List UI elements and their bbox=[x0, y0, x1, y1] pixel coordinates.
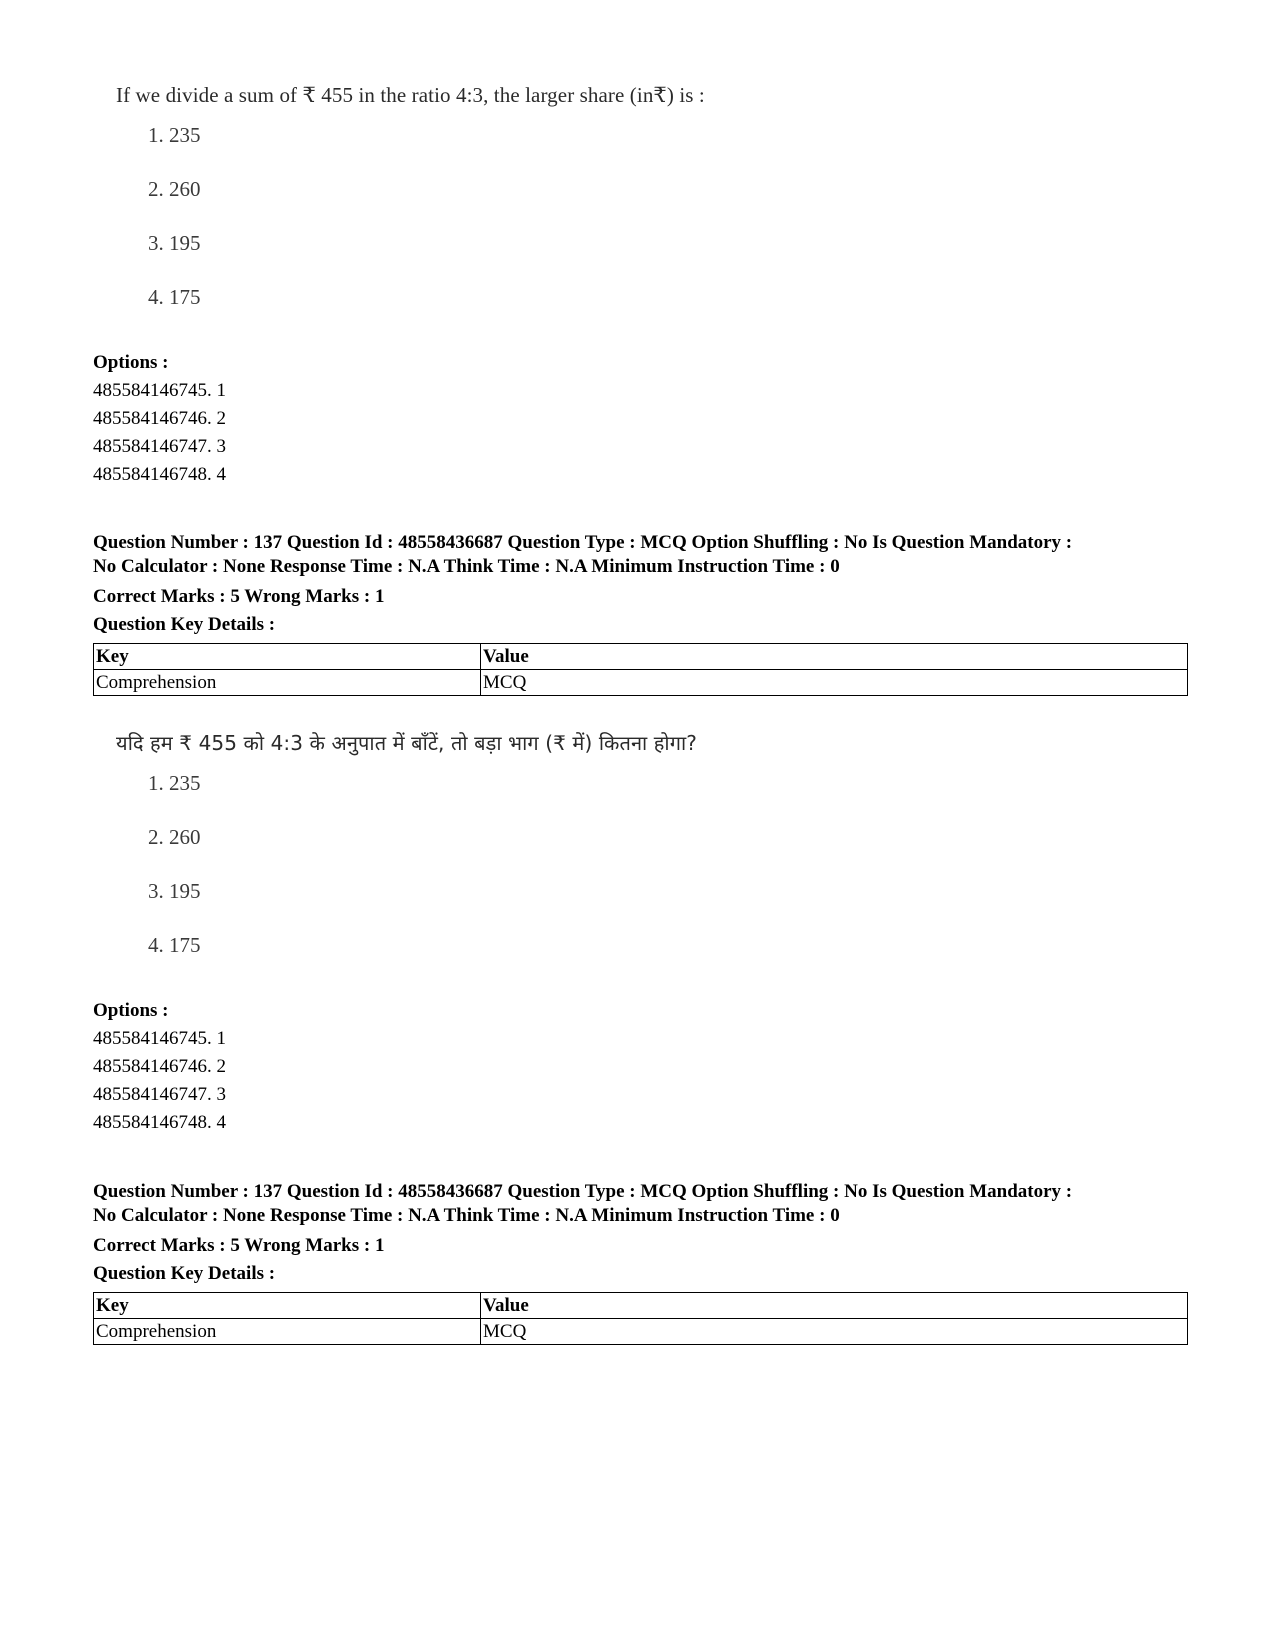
choice-3: 3. 195 bbox=[148, 879, 201, 903]
choice-4: 4. 175 bbox=[148, 933, 201, 957]
choice-1: 1. 235 bbox=[148, 771, 201, 795]
question-choices bbox=[148, 770, 697, 986]
option-id: 485584146747. 3 bbox=[93, 1084, 226, 1105]
option-id: 485584146748. 4 bbox=[93, 464, 226, 485]
metadata-line-2: No Calculator : None Response Time : N.A Think Time : N.A Minimum Instruction Time : 0 bbox=[93, 556, 840, 577]
table-row bbox=[94, 1319, 1188, 1345]
table-header-value: Value bbox=[481, 644, 1188, 670]
options-block bbox=[93, 349, 1193, 489]
option-id: 485584146746. 2 bbox=[93, 1056, 226, 1077]
options-block bbox=[93, 997, 1193, 1137]
marks-line: Correct Marks : 5 Wrong Marks : 1 bbox=[93, 586, 385, 607]
metadata-line-1: Question Number : 137 Question Id : 48558436687 Question Type : MCQ Option Shuffling : No Is Question Mandatory : bbox=[93, 532, 1073, 553]
option-id: 485584146745. 1 bbox=[93, 1028, 226, 1049]
choice-1: 1. 235 bbox=[148, 123, 201, 147]
table-header-row bbox=[94, 644, 1188, 670]
table-cell-key: Comprehension bbox=[94, 1319, 481, 1345]
marks-line: Correct Marks : 5 Wrong Marks : 1 bbox=[93, 1235, 385, 1256]
question-metadata bbox=[93, 531, 1193, 639]
key-details-label: Question Key Details : bbox=[93, 1263, 276, 1284]
choice-2: 2. 260 bbox=[148, 177, 201, 201]
question-text: If we divide a sum of ₹ 455 in the ratio 4:3, the larger share (in₹) is : bbox=[116, 83, 705, 107]
question-image-english bbox=[116, 82, 705, 338]
choice-2: 2. 260 bbox=[148, 825, 201, 849]
table-header-key: Key bbox=[94, 644, 481, 670]
table-cell-value: MCQ bbox=[481, 1319, 1188, 1345]
table-cell-key: Comprehension bbox=[94, 670, 481, 696]
table-cell-value: MCQ bbox=[481, 670, 1188, 696]
option-id: 485584146746. 2 bbox=[93, 408, 226, 429]
choice-4: 4. 175 bbox=[148, 285, 201, 309]
question-metadata bbox=[93, 1180, 1193, 1288]
question-text: यदि हम ₹ 455 को 4:3 के अनुपात में बाँटें, तो बड़ा भाग (₹ में) कितना होगा? bbox=[116, 731, 697, 755]
table-row bbox=[94, 670, 1188, 696]
option-id: 485584146745. 1 bbox=[93, 380, 226, 401]
table-header-value: Value bbox=[481, 1293, 1188, 1319]
key-details-table bbox=[93, 643, 1188, 696]
option-id: 485584146747. 3 bbox=[93, 436, 226, 457]
key-details-label: Question Key Details : bbox=[93, 614, 276, 635]
key-details-table bbox=[93, 1292, 1188, 1345]
choice-3: 3. 195 bbox=[148, 231, 201, 255]
option-id: 485584146748. 4 bbox=[93, 1112, 226, 1133]
options-label: Options : bbox=[93, 352, 169, 373]
options-label: Options : bbox=[93, 1000, 169, 1021]
question-choices bbox=[148, 122, 705, 338]
metadata-line-2: No Calculator : None Response Time : N.A Think Time : N.A Minimum Instruction Time : 0 bbox=[93, 1205, 840, 1226]
question-image-hindi bbox=[116, 730, 697, 986]
table-header-row bbox=[94, 1293, 1188, 1319]
metadata-line-1: Question Number : 137 Question Id : 48558436687 Question Type : MCQ Option Shuffling : No Is Question Mandatory : bbox=[93, 1181, 1073, 1202]
table-header-key: Key bbox=[94, 1293, 481, 1319]
